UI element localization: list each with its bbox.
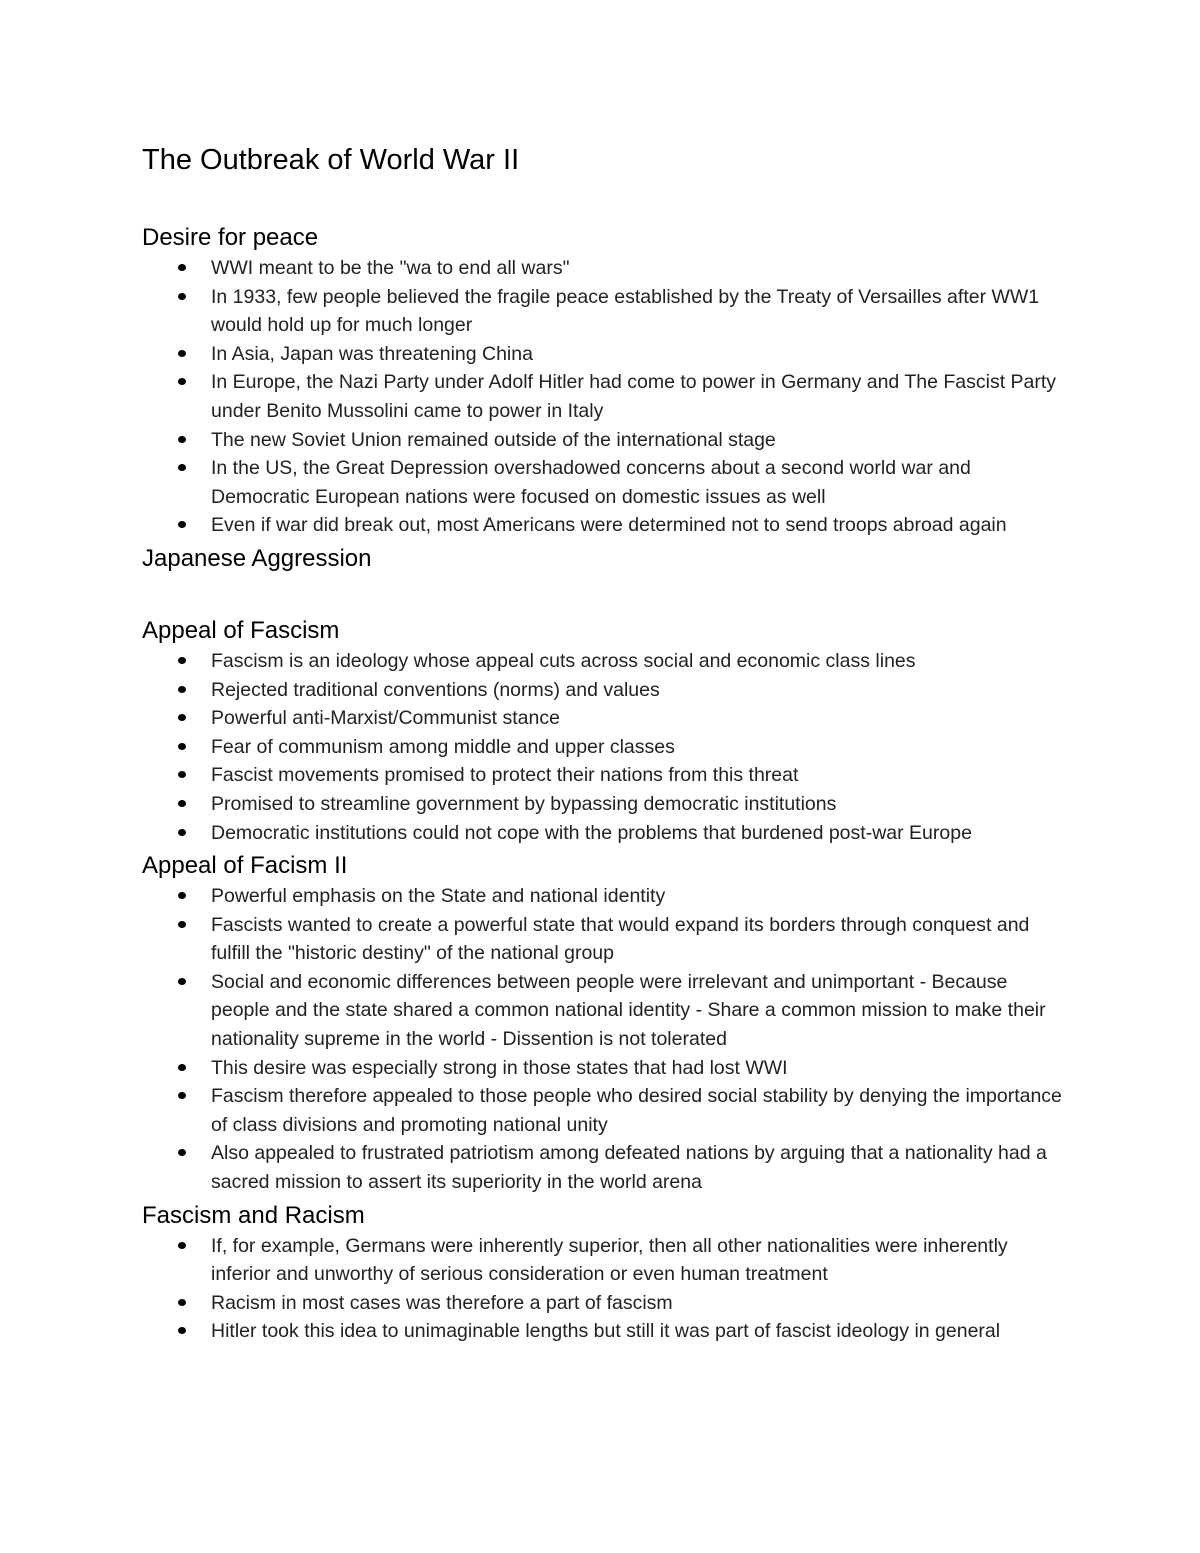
bullet-item (142, 454, 1062, 511)
section-heading: Appeal of Fascism (142, 616, 340, 644)
bullet-item (142, 283, 1062, 340)
bullet-dot-icon (178, 464, 186, 471)
bullet-item (142, 426, 1062, 455)
bullet-dot-icon (178, 293, 186, 300)
bullet-item (142, 1139, 1062, 1196)
bullet-text: Powerful anti-Marxist/Communist stance (211, 707, 560, 730)
bullet-text: Social and economic differences between people were irrelevant and unimportant - Because people and the state shared a common national identity - Share a common mission to make their nationality supreme in the world - Dissention is not tolerated (211, 970, 1046, 1051)
bullet-dot-icon (178, 743, 186, 750)
empty-section-spacer (142, 575, 1062, 615)
bullet-text: If, for example, Germans were inherently superior, then all other nationalities were inherently inferior and unworthy of serious consideration or even human treatment (211, 1234, 1008, 1286)
section-heading: Desire for peace (142, 224, 319, 251)
document-body (142, 222, 1062, 1346)
bullet-item (142, 761, 1062, 790)
bullet-text: Fascism is an ideology whose appeal cuts across social and economic class lines (211, 649, 916, 672)
bullet-text: Powerful emphasis on the State and national identity (211, 885, 666, 908)
bullet-list (142, 882, 1062, 1197)
bullet-dot-icon (178, 978, 186, 985)
bullet-item (142, 911, 1062, 968)
bullet-item (142, 254, 1062, 283)
bullet-dot-icon (178, 1299, 186, 1306)
bullet-text: In Europe, the Nazi Party under Adolf Hitler had come to power in Germany and The Fascist Party under Benito Mussolini came to power in Italy (211, 371, 1057, 422)
section-japanese-aggression (142, 543, 1062, 615)
bullet-dot-icon (178, 921, 186, 928)
bullet-item (142, 882, 1062, 911)
bullet-dot-icon (178, 892, 186, 899)
bullet-item (142, 1082, 1062, 1139)
bullet-dot-icon (178, 1092, 186, 1099)
section-appeal-of-facism-ii (142, 850, 1062, 1197)
section-fascism-and-racism (142, 1200, 1062, 1346)
bullet-dot-icon (178, 714, 186, 721)
bullet-text: In the US, the Great Depression overshadowed concerns about a second world war and Democratic European nations were focused on domestic issues as well (211, 457, 971, 508)
bullet-text: In 1933, few people believed the fragile peace established by the Treaty of Versailles after WW1 would hold up for much longer (211, 285, 1040, 337)
bullet-dot-icon (178, 1327, 186, 1334)
bullet-item (142, 1232, 1062, 1289)
bullet-dot-icon (178, 686, 186, 693)
section-appeal-of-fascism (142, 615, 1062, 847)
bullet-item (142, 790, 1062, 819)
bullet-dot-icon (178, 829, 186, 836)
bullet-item (142, 511, 1062, 540)
bullet-list (142, 254, 1062, 540)
bullet-item (142, 1289, 1062, 1318)
section-heading: Appeal of Facism II (142, 852, 348, 880)
bullet-text: The new Soviet Union remained outside of the international stage (211, 428, 776, 451)
bullet-text: Promised to streamline government by bypassing democratic institutions (211, 792, 837, 815)
bullet-item (142, 1054, 1062, 1083)
bullet-text: Also appealed to frustrated patriotism among defeated nations by arguing that a nationality had a sacred mission to assert its superiority in the world arena (211, 1142, 1047, 1194)
bullet-item (142, 704, 1062, 733)
bullet-item (142, 647, 1062, 676)
bullet-dot-icon (178, 350, 186, 357)
bullet-text: Fascists wanted to create a powerful state that would expand its borders through conquest and fulfill the "historic destiny" of the national group (211, 913, 1030, 965)
bullet-dot-icon (178, 1149, 186, 1156)
bullet-text: Fascism therefore appealed to those people who desired social stability by denying the importance of class divisions and promoting national unity (211, 1085, 1062, 1136)
section-heading: Japanese Aggression (142, 544, 372, 572)
bullet-item (142, 733, 1062, 762)
bullet-dot-icon (178, 1242, 186, 1249)
bullet-item (142, 1317, 1062, 1346)
bullet-text: Even if war did break out, most Americans were determined not to send troops abroad again (211, 514, 1007, 537)
bullet-dot-icon (178, 657, 186, 664)
bullet-list (142, 1232, 1062, 1346)
section-desire-for-peace (142, 222, 1062, 540)
bullet-text: Rejected traditional conventions (norms) and values (211, 678, 660, 701)
bullet-dot-icon (178, 378, 186, 385)
document-page (142, 140, 1062, 1349)
bullet-text: WWI meant to be the "wa to end all wars" (211, 257, 570, 279)
bullet-list (142, 647, 1062, 847)
document-title: The Outbreak of World War II (142, 144, 520, 176)
bullet-item (142, 368, 1062, 425)
bullet-dot-icon (178, 264, 186, 271)
bullet-text: This desire was especially strong in those states that had lost WWI (211, 1056, 788, 1079)
bullet-dot-icon (178, 521, 186, 528)
bullet-item (142, 676, 1062, 705)
bullet-text: Fascist movements promised to protect their nations from this threat (211, 764, 799, 787)
bullet-item (142, 819, 1062, 848)
bullet-text: Racism in most cases was therefore a part of fascism (211, 1291, 673, 1314)
bullet-item (142, 968, 1062, 1054)
bullet-text: In Asia, Japan was threatening China (211, 342, 533, 365)
bullet-dot-icon (178, 436, 186, 443)
bullet-dot-icon (178, 1064, 186, 1071)
section-heading: Fascism and Racism (142, 1201, 365, 1229)
bullet-text: Hitler took this idea to unimaginable lengths but still it was part of fascist ideology in general (211, 1320, 1001, 1343)
bullet-item (142, 340, 1062, 369)
bullet-text: Democratic institutions could not cope with the problems that burdened post-war Europe (211, 821, 972, 844)
bullet-text: Fear of communism among middle and upper classes (211, 735, 675, 758)
bullet-dot-icon (178, 800, 186, 807)
bullet-dot-icon (178, 771, 186, 778)
